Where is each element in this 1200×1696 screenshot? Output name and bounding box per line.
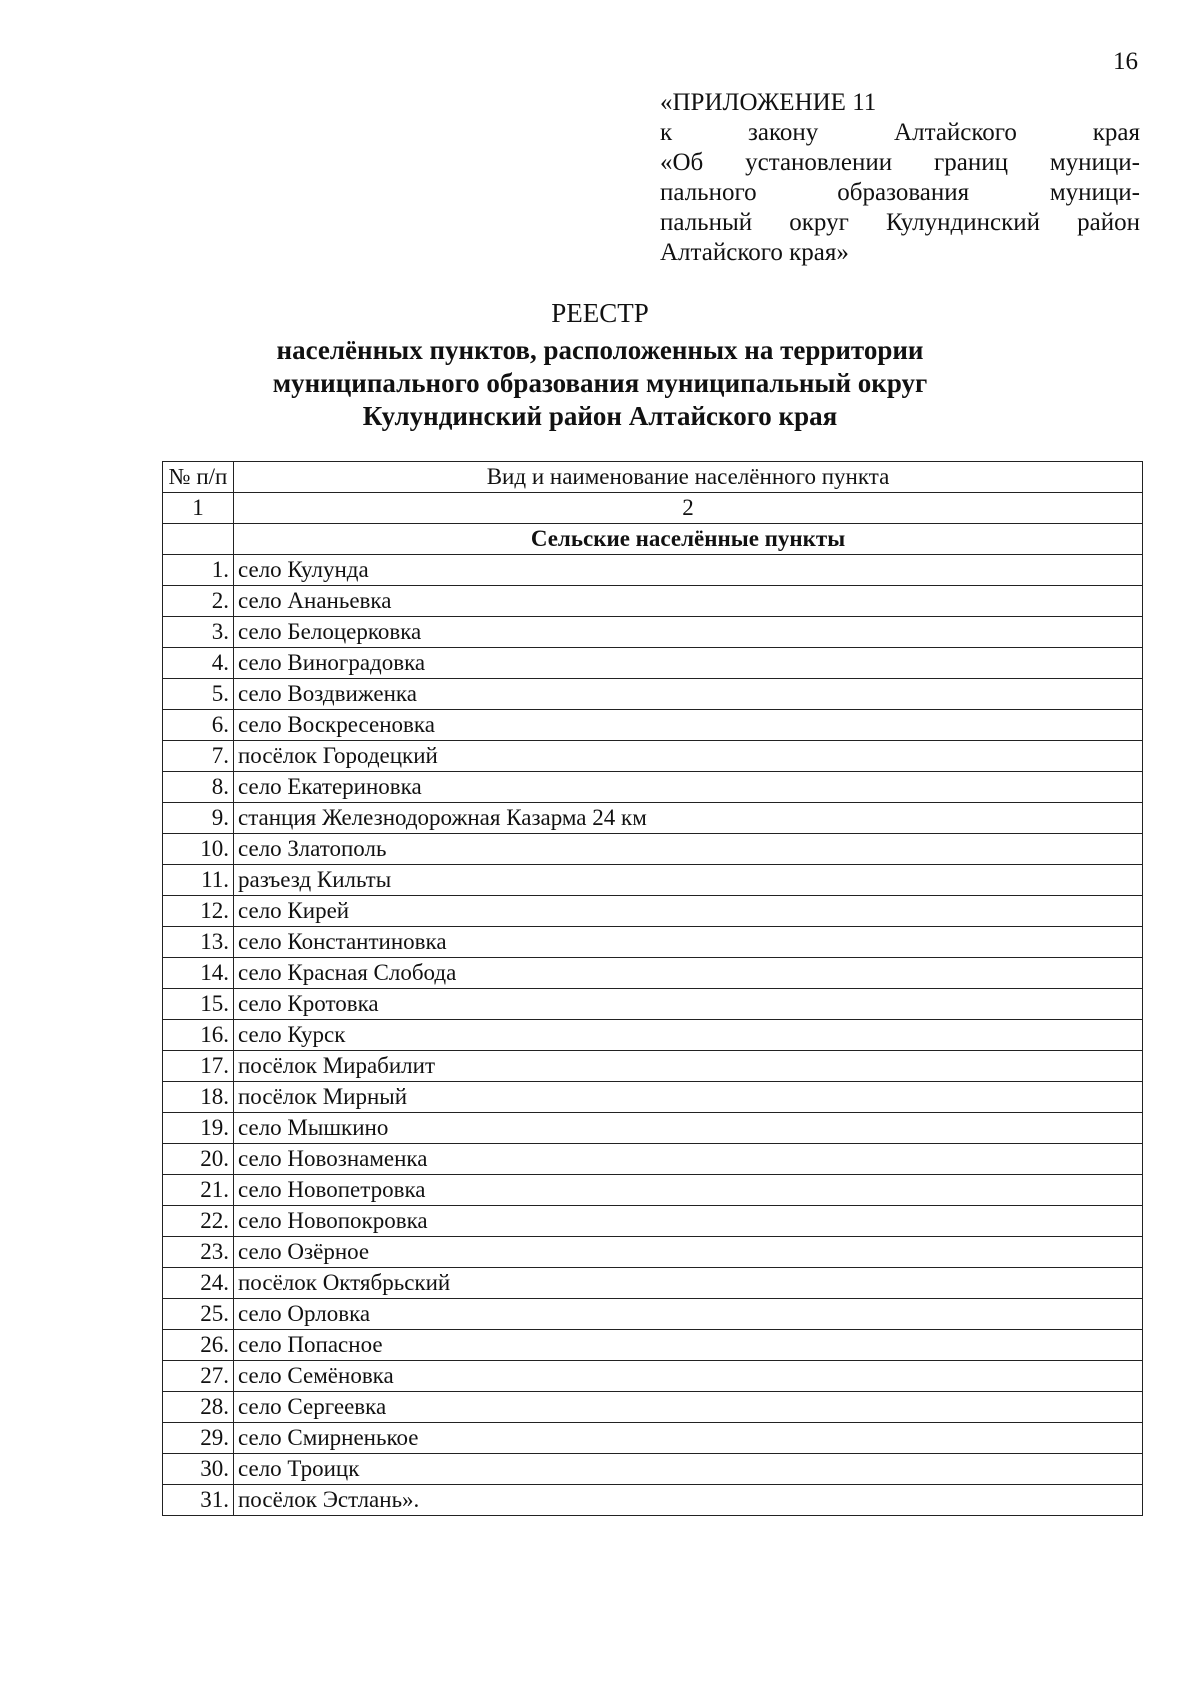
- row-number: 21.: [163, 1175, 234, 1206]
- row-number: 2.: [163, 586, 234, 617]
- row-number: 17.: [163, 1051, 234, 1082]
- table-row: [163, 648, 1143, 679]
- settlement-name: село Виноградовка: [234, 648, 1143, 679]
- table-row: [163, 803, 1143, 834]
- appendix-law-ref: к закону Алтайского края: [660, 119, 1140, 146]
- table-row: [163, 772, 1143, 803]
- table-row: [163, 617, 1143, 648]
- row-number: 22.: [163, 1206, 234, 1237]
- row-number: 8.: [163, 772, 234, 803]
- section-title: Сельские населённые пункты: [234, 524, 1143, 555]
- table-row: [163, 989, 1143, 1020]
- settlement-name: село Новопетровка: [234, 1175, 1143, 1206]
- settlement-name: село Константиновка: [234, 927, 1143, 958]
- settlement-name: посёлок Эстлань».: [234, 1485, 1143, 1516]
- settlement-name: село Орловка: [234, 1299, 1143, 1330]
- table-row: [163, 586, 1143, 617]
- column-index-1: 1: [163, 493, 234, 524]
- row-number: 29.: [163, 1423, 234, 1454]
- row-number: 18.: [163, 1082, 234, 1113]
- settlement-name: село Ананьевка: [234, 586, 1143, 617]
- settlement-name: село Кротовка: [234, 989, 1143, 1020]
- table-row: [163, 1051, 1143, 1082]
- table-header-row: [163, 462, 1143, 493]
- appendix-title: «ПРИЛОЖЕНИЕ 11: [660, 89, 877, 116]
- settlement-name: посёлок Октябрьский: [234, 1268, 1143, 1299]
- settlement-name: посёлок Городецкий: [234, 741, 1143, 772]
- row-number: 7.: [163, 741, 234, 772]
- row-number: 31.: [163, 1485, 234, 1516]
- appendix-law-title-3: пальный округ Кулундинский район: [660, 209, 1140, 236]
- section-empty-cell: [163, 524, 234, 555]
- row-number: 14.: [163, 958, 234, 989]
- row-number: 11.: [163, 865, 234, 896]
- table-row: [163, 1020, 1143, 1051]
- row-number: 25.: [163, 1299, 234, 1330]
- settlement-name: село Воздвиженка: [234, 679, 1143, 710]
- settlement-name: село Попасное: [234, 1330, 1143, 1361]
- table-row: [163, 679, 1143, 710]
- header-name: Вид и наименование населённого пункта: [234, 462, 1143, 493]
- table-row: [163, 1237, 1143, 1268]
- table-row: [163, 1392, 1143, 1423]
- appendix-law-title-2: пального образования муници-: [660, 179, 1140, 206]
- table-row: [163, 1082, 1143, 1113]
- row-number: 6.: [163, 710, 234, 741]
- page-number: 16: [1113, 48, 1138, 75]
- table-row: [163, 1144, 1143, 1175]
- row-number: 15.: [163, 989, 234, 1020]
- row-number: 26.: [163, 1330, 234, 1361]
- row-number: 16.: [163, 1020, 234, 1051]
- appendix-law-title-4: Алтайского края»: [660, 239, 849, 266]
- table-row: [163, 896, 1143, 927]
- row-number: 30.: [163, 1454, 234, 1485]
- settlement-name: разъезд Кильты: [234, 865, 1143, 896]
- settlement-name: село Семёновка: [234, 1361, 1143, 1392]
- appendix-header: [660, 88, 1140, 268]
- row-number: 23.: [163, 1237, 234, 1268]
- row-number: 13.: [163, 927, 234, 958]
- table-row: [163, 865, 1143, 896]
- table-row: [163, 1454, 1143, 1485]
- row-number: 5.: [163, 679, 234, 710]
- row-number: 1.: [163, 555, 234, 586]
- settlement-name: село Новопокровка: [234, 1206, 1143, 1237]
- settlement-name: село Курск: [234, 1020, 1143, 1051]
- settlements-table: [162, 461, 1143, 1516]
- column-index-row: [163, 493, 1143, 524]
- settlement-name: село Воскресеновка: [234, 710, 1143, 741]
- table-row: [163, 710, 1143, 741]
- table-row: [163, 1206, 1143, 1237]
- settlement-name: село Екатериновка: [234, 772, 1143, 803]
- settlement-name: село Красная Слобода: [234, 958, 1143, 989]
- settlement-name: село Белоцерковка: [234, 617, 1143, 648]
- row-number: 12.: [163, 896, 234, 927]
- row-number: 27.: [163, 1361, 234, 1392]
- row-number: 10.: [163, 834, 234, 865]
- column-index-2: 2: [234, 493, 1143, 524]
- settlement-name: село Мышкино: [234, 1113, 1143, 1144]
- settlement-name: село Смирненькое: [234, 1423, 1143, 1454]
- table-row: [163, 741, 1143, 772]
- table-row: [163, 1361, 1143, 1392]
- table-row: [163, 958, 1143, 989]
- settlement-name: село Кирей: [234, 896, 1143, 927]
- settlement-name: посёлок Мирабилит: [234, 1051, 1143, 1082]
- row-number: 24.: [163, 1268, 234, 1299]
- settlement-name: станция Железнодорожная Казарма 24 км: [234, 803, 1143, 834]
- row-number: 28.: [163, 1392, 234, 1423]
- table-row: [163, 834, 1143, 865]
- header-number: № п/п: [163, 462, 234, 493]
- table-row: [163, 1299, 1143, 1330]
- table-row: [163, 1485, 1143, 1516]
- appendix-law-title-1: «Об установлении границ муници-: [660, 149, 1140, 176]
- row-number: 9.: [163, 803, 234, 834]
- table-row: [163, 555, 1143, 586]
- table-row: [163, 1113, 1143, 1144]
- settlement-name: посёлок Мирный: [234, 1082, 1143, 1113]
- settlement-name: село Сергеевка: [234, 1392, 1143, 1423]
- settlement-name: село Троицк: [234, 1454, 1143, 1485]
- table-row: [163, 1268, 1143, 1299]
- settlement-name: село Златополь: [234, 834, 1143, 865]
- row-number: 4.: [163, 648, 234, 679]
- document-subtitle: населённых пунктов, расположенных на территории муниципального образования муниципальный округ Кулундинский район Алтайского края: [272, 335, 928, 431]
- table-row: [163, 1175, 1143, 1206]
- table-row: [163, 927, 1143, 958]
- row-number: 19.: [163, 1113, 234, 1144]
- settlement-name: село Новознаменка: [234, 1144, 1143, 1175]
- table-row: [163, 1423, 1143, 1454]
- section-row: [163, 524, 1143, 555]
- table-row: [163, 1330, 1143, 1361]
- document-title: РЕЕСТР: [551, 298, 649, 328]
- row-number: 20.: [163, 1144, 234, 1175]
- row-number: 3.: [163, 617, 234, 648]
- settlement-name: село Кулунда: [234, 555, 1143, 586]
- settlement-name: село Озёрное: [234, 1237, 1143, 1268]
